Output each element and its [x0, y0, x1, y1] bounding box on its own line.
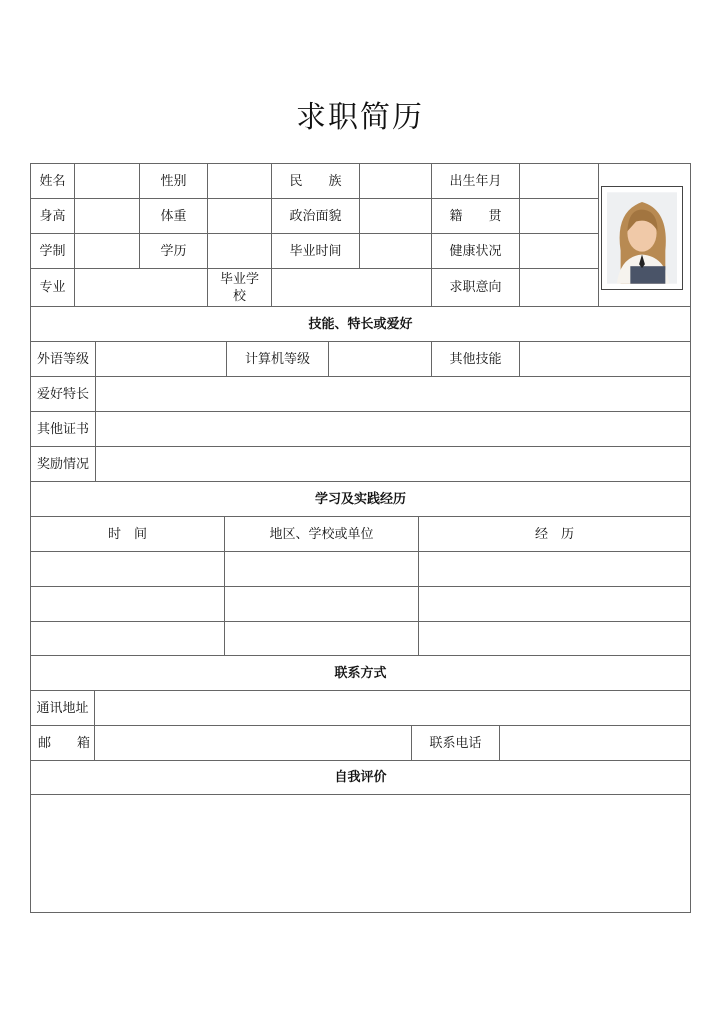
field-awards[interactable] — [95, 446, 691, 482]
experience-cell[interactable] — [30, 621, 225, 656]
label-schooling: 学制 — [30, 233, 75, 269]
label-health: 健康状况 — [431, 233, 520, 269]
label-birth: 出生年月 — [431, 163, 520, 199]
experience-cell[interactable] — [418, 551, 691, 587]
field-intention[interactable] — [519, 268, 599, 307]
label-political: 政治面貌 — [271, 198, 360, 234]
section-self-eval-heading: 自我评价 — [30, 760, 691, 795]
field-hobbies[interactable] — [95, 376, 691, 412]
field-political[interactable] — [359, 198, 432, 234]
person-photo-icon — [607, 192, 677, 284]
field-birth[interactable] — [519, 163, 599, 199]
label-ethnicity: 民 族 — [271, 163, 360, 199]
field-gender[interactable] — [207, 163, 272, 199]
label-height: 身高 — [30, 198, 75, 234]
field-ethnicity[interactable] — [359, 163, 432, 199]
label-name: 姓名 — [30, 163, 75, 199]
experience-cell[interactable] — [224, 586, 419, 622]
page-title: 求职简历 — [296, 100, 424, 135]
section-experience-heading: 学习及实践经历 — [30, 481, 691, 517]
label-address: 通讯地址 — [30, 690, 95, 726]
label-gender: 性别 — [139, 163, 208, 199]
label-hobbies: 爱好特长 — [30, 376, 96, 412]
field-language[interactable] — [95, 341, 227, 377]
field-other-skills[interactable] — [519, 341, 691, 377]
field-height[interactable] — [74, 198, 140, 234]
section-contact-heading: 联系方式 — [30, 655, 691, 691]
field-grad-time[interactable] — [359, 233, 432, 269]
experience-cell[interactable] — [418, 621, 691, 656]
field-self-eval[interactable] — [30, 794, 691, 913]
label-other-skills: 其他技能 — [431, 341, 520, 377]
field-computer[interactable] — [328, 341, 432, 377]
label-grad-school: 毕业学校 — [207, 268, 272, 307]
field-schooling[interactable] — [74, 233, 140, 269]
label-major: 专业 — [30, 268, 75, 307]
label-language: 外语等级 — [30, 341, 96, 377]
field-health[interactable] — [519, 233, 599, 269]
section-skills-heading: 技能、特长或爱好 — [30, 306, 691, 342]
field-native[interactable] — [519, 198, 599, 234]
label-native: 籍 贯 — [431, 198, 520, 234]
experience-cell[interactable] — [418, 586, 691, 622]
label-degree: 学历 — [139, 233, 208, 269]
field-degree[interactable] — [207, 233, 272, 269]
label-grad-time: 毕业时间 — [271, 233, 360, 269]
field-major[interactable] — [74, 268, 208, 307]
field-email[interactable] — [94, 725, 412, 761]
field-grad-school[interactable] — [271, 268, 432, 307]
label-computer: 计算机等级 — [226, 341, 329, 377]
field-address[interactable] — [94, 690, 691, 726]
field-phone[interactable] — [499, 725, 691, 761]
column-header-place: 地区、学校或单位 — [224, 516, 419, 552]
label-certs: 其他证书 — [30, 411, 96, 447]
label-intention: 求职意向 — [431, 268, 520, 307]
field-name[interactable] — [74, 163, 140, 199]
label-weight: 体重 — [139, 198, 208, 234]
column-header-experience: 经 历 — [418, 516, 691, 552]
label-email: 邮 箱 — [30, 725, 95, 761]
profile-photo — [601, 186, 683, 290]
experience-cell[interactable] — [30, 586, 225, 622]
experience-cell[interactable] — [224, 551, 419, 587]
label-phone: 联系电话 — [411, 725, 500, 761]
field-certs[interactable] — [95, 411, 691, 447]
column-header-time: 时 间 — [30, 516, 225, 552]
field-weight[interactable] — [207, 198, 272, 234]
label-awards: 奖励情况 — [30, 446, 96, 482]
experience-cell[interactable] — [30, 551, 225, 587]
experience-cell[interactable] — [224, 621, 419, 656]
